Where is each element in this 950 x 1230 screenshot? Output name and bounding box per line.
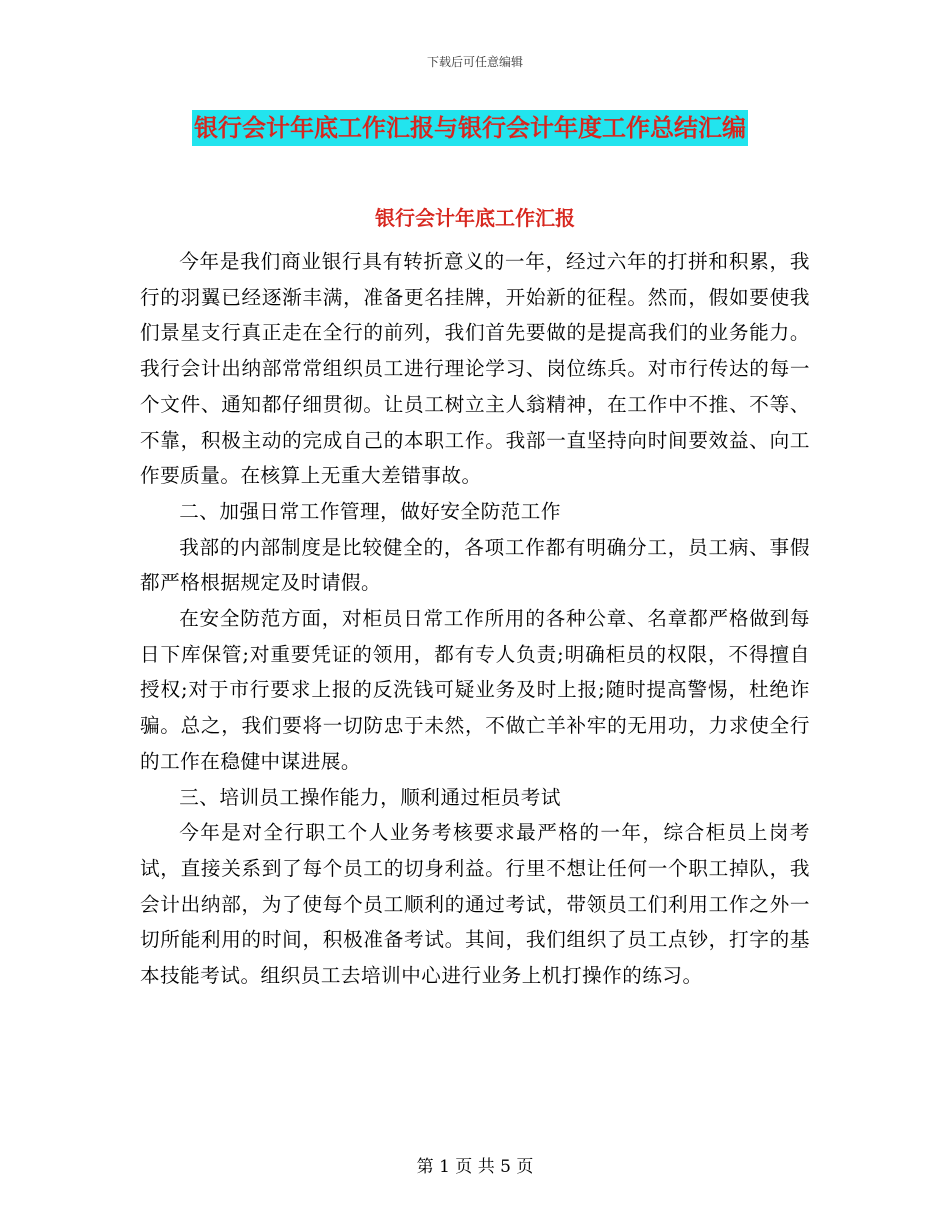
section-heading: 二、加强日常工作管理，做好安全防范工作 xyxy=(179,499,561,523)
page-footer xyxy=(0,1152,950,1177)
section-title: 银行会计年底工作汇报 xyxy=(375,206,575,230)
paragraph: 在安全防范方面，对柜员日常工作所用的各种公章、名章都严格做到每日下库保管;对重要凭证的领用，都有专人负责;明确柜员的权限，不得擅自授权;对于市行要求上报的反洗钱可疑业务及时上报;随时提高警惕，杜绝诈骗。总之，我们要将一切防忠于未然，不做亡羊补牢的无用功，力求使全行的工作在稳健中谋进展。 xyxy=(140,607,810,773)
header-note: 下载后可任意编辑 xyxy=(426,55,523,69)
section-heading: 三、培训员工操作能力，顺利通过柜员考试 xyxy=(179,785,561,809)
main-title-container xyxy=(192,110,748,146)
paragraph: 今年是我们商业银行具有转折意义的一年，经过六年的打拼和积累，我行的羽翼已经逐渐丰满，准备更名挂牌，开始新的征程。然而，假如要使我们景星支行真正走在全行的前列，我们首先要做的是提高我们的业务能力。我行会计出纳部常常组织员工进行理论学习、岗位练兵。对市行传达的每一个文件、通知都仔细贯彻。让员工树立主人翁精神，在工作中不推、不等、不靠，积极主动的完成自己的本职工作。我部一直坚持向时间要效益、向工作要质量。在核算上无重大差错事故。 xyxy=(140,250,810,488)
main-title: 银行会计年底工作汇报与银行会计年度工作总结汇编 xyxy=(192,110,748,146)
page-number: 第 1 页 共 5 页 xyxy=(416,1157,534,1177)
paragraph: 我部的内部制度是比较健全的，各项工作都有明确分工，员工病、事假都严格根据规定及时请假。 xyxy=(140,535,810,595)
document-body xyxy=(140,244,810,994)
paragraph: 今年是对全行职工个人业务考核要求最严格的一年，综合柜员上岗考试，直接关系到了每个员工的切身利益。行里不想让任何一个职工掉队，我会计出纳部，为了使每个员工顺利的通过考试，带领员工们利用工作之外一切所能利用的时间，积极准备考试。其间，我们组织了员工点钞，打字的基本技能考试。组织员工去培训中心进行业务上机打操作的练习。 xyxy=(140,821,810,988)
